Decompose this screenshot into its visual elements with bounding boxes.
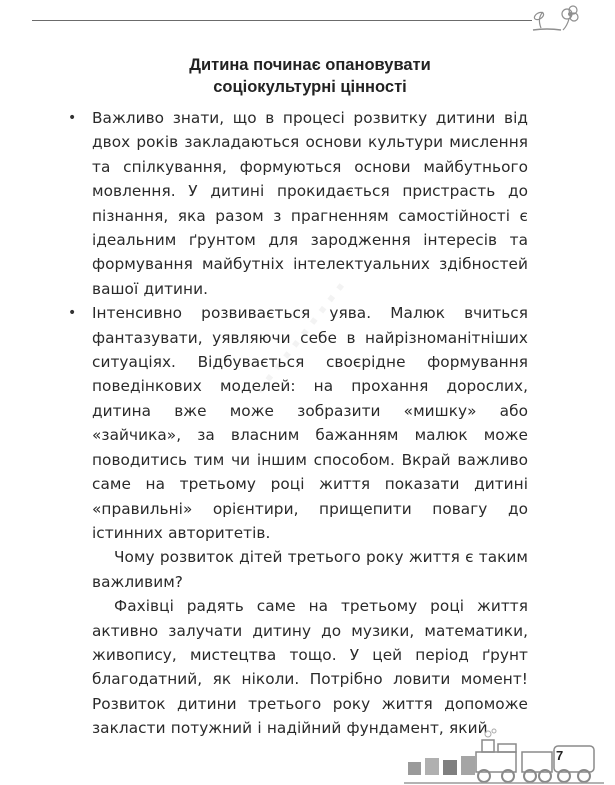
toy-train-icon [404,728,604,785]
section-title [92,54,528,98]
page-content [68,54,528,741]
flower-sprout-icon [527,2,587,34]
watermark: ·········· [243,270,361,405]
section-title-line-1: Дитина починає опановувати [189,56,431,74]
body-paragraph: Фахівці радять саме на третьому році життя активно залучати дитину до музики, математики, живопису, мистецтва тощо. У цей період ґрунт благодатний, як ніколи. Потрібно ловити момент! Розвиток дитини третього року життя допоможе закласти потужний і надійний фундамент, який [92,597,528,738]
bullet-marker: • [68,110,77,126]
header-rule [32,20,532,21]
bullet-item [68,301,528,545]
bullet-marker: • [68,305,77,322]
bullet-item [68,106,528,301]
page-number: 7 [556,748,564,763]
body-paragraph: Чому розвиток дітей третього року життя є таким важливим? [92,548,528,591]
bullet-text: Інтенсивно розвивається уява. Малюк вчиться фантазувати, уявляючи себе в найрізноманітніших ситуаціях. Відбувається своєрідне формування поведінкових моделей: на прохання дорослих, дитина вже може зобразити «мишку» або «зайчика», за власним бажанням малюк може поводитись тим чи іншим способом. Вкрай важливо саме на третьому році життя показати дитині «правильні» орієнтири, прищепити повагу до істинних авторитетів. [92,304,528,542]
bullet-text: Важливо знати, що в процесі розвитку дитини від двох років закладаються основи культури мислення та спілкування, формуються основи майбутнього мовлення. У дитині прокидається пристрасть до пізнання, яка разом з прагненням самостійності є ідеальним ґрунтом для зародження інтересів та формування майбутніх інтелектуальних здібностей вашої дитини. [92,109,528,298]
section-title-line-2: соціокультурні цінності [213,78,407,96]
